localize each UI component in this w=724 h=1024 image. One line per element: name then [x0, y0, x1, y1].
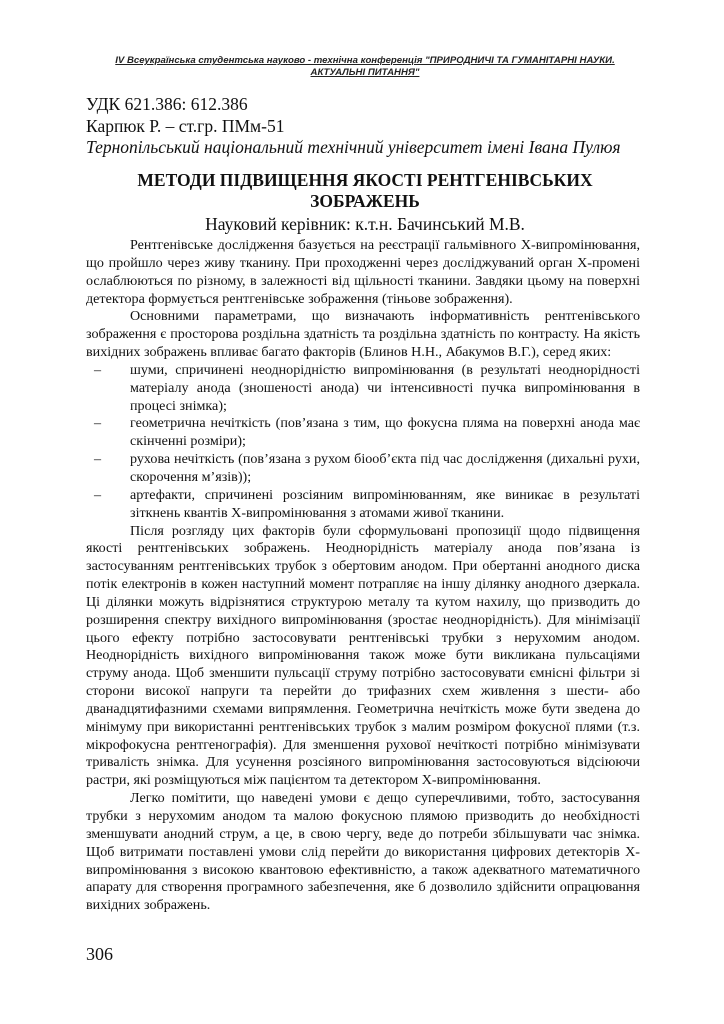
conference-header: IV Всеукраїнська студентська науково - технічна конференція "ПРИРОДНИЧІ ТА ГУМАНІТАРНІ НАУКИ. АКТУАЛЬНІ ПИТАННЯ": [115, 55, 615, 78]
university-line: Тернопільський національний технічний університет імені Івана Пулюя: [86, 137, 621, 157]
article-body: [86, 237, 640, 915]
dash-bullet: –: [94, 486, 102, 503]
article-title: МЕТОДИ ПІДВИЩЕННЯ ЯКОСТІ РЕНТГЕНІВСЬКИХ ЗОБРАЖЕНЬ: [137, 170, 593, 211]
list-item: – шуми, спричинені неоднорідністю випромінювання (в результаті неоднорідності матеріалу анода (зношеності анода) чи інтенсивності пучка випромінювання в процесі знімка);: [94, 361, 640, 414]
list-item: – геометрична нечіткість (пов’язана з тим, що фокусна пляма на поверхні анода має скінченні розміри);: [94, 415, 640, 450]
page-number: 306: [86, 944, 113, 964]
paragraph-parameters: Основними параметрами, що визначають інформативність рентгенівського зображення є просторова роздільна здатність та роздільна здатність по контрасту. На якість вихідних зображень впливає багато факторів (Блинов Н.Н., Абакумов В.Г.), серед яких:: [86, 308, 640, 361]
paragraph-conclusion: Легко помітити, що наведені умови є дещо суперечливими, тобто, застосування трубки з нерухомим анодом та малою фокусною плямою призводить до необхідності зменшувати анодний струм, а це, в свою чергу, веде до потреби збільшувати час знімка. Щоб витримати поставлені умови слід перейти до використання цифрових детекторів Х-випромінювання з високою квантовою ефективністю, а також адекватного математичного апарату для створення програмного забезпечення, яке б дозволило здійснити опрацювання вихідних зображень.: [86, 790, 640, 914]
list-item: – рухова нечіткість (пов’язана з рухом біооб’єкта під час дослідження (дихальні рухи, скорочення м’язів));: [94, 451, 640, 485]
article-meta: [86, 94, 646, 159]
dash-bullet: –: [94, 361, 102, 378]
list-item: – артефакти, спричинені розсіяним випромінюванням, яке виникає в результаті зіткнень квантів Х-випромінювання з атомами живої тканини.: [94, 486, 640, 521]
factors-list: [86, 362, 640, 523]
paragraph-intro: Рентгенівське дослідження базується на реєстрації гальмівного Х-випромінювання, що пройшло через живу тканину. При проходженні через досліджуваний орган Х-промені ослаблюються по різному, в залежності від щільності тканини. Завдяки цьому на поверхні детектора формується рентгенівське зображення (тіньове зображення).: [86, 237, 640, 307]
paragraph-proposals: Після розгляду цих факторів були сформульовані пропозиції щодо підвищення якості рентгенівських зображень. Неоднорідність матеріалу анода пов’язана із застосуванням рентгенівських трубок з обертовим анодом. При обертанні анодного диска потік електронів в кожен наступний момент потрапляє на іншу ділянку анодного дзеркала. Ці ділянки можуть відрізнятися структурою металу та кутом нахилу, що призводить до розширення спектру вихідного випромінювання (зростає неоднорідність). Для мінімізації цього ефекту потрібно застосовувати рентгенівські трубки з нерухомим анодом. Неоднорідність вихідного випромінювання також може бути викликана пульсаціями струму анода. Щоб зменшити пульсації струму потрібно застосовувати ємнісні фільтри зі сторони високої напруги та перейти до трифазних схем живлення з шести- або дванадцятифазними схемами випрямлення. Геометрична нечіткість може бути зведена до мінімуму при використанні рентгенівських трубок з малим розміром фокусної плями (т.з. мікрофокусна рентгенографія). Для зменшення рухової нечіткості потрібно мінімізувати тривалість знімка. Для усунення розсіяного випромінювання застосовуються відсіюючи растри, які розміщуються між пацієнтом та детектором Х-випромінювання.: [86, 522, 640, 789]
dash-bullet: –: [94, 451, 102, 468]
supervisor-line: Науковий керівник: к.т.н. Бачинський М.В.: [205, 214, 525, 234]
author-line: Карпюк Р. – ст.гр. ПМм-51: [86, 115, 285, 136]
udk-code: УДК 621.386: 612.386: [86, 94, 248, 114]
dash-bullet: –: [94, 415, 102, 432]
